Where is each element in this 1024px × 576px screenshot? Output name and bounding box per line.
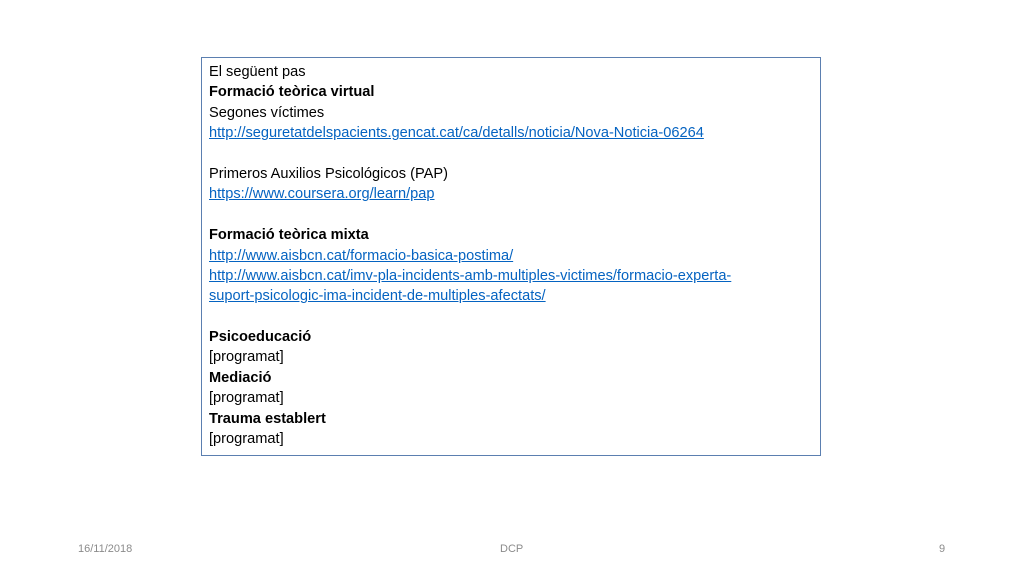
spacer (209, 144, 820, 164)
psychoeducation-title: Psicoeducació (209, 329, 312, 346)
psychoeducation-status: [programat] (209, 349, 284, 366)
pap-link[interactable]: https://www.coursera.org/learn/pap (209, 186, 435, 203)
basic-training-link[interactable]: http://www.aisbcn.cat/formacio-basica-postima/ (209, 247, 514, 264)
second-victims-link[interactable]: http://seguretatdelspacients.gencat.cat/ca/detalls/noticia/Nova-Noticia-06264 (209, 125, 704, 142)
spacer (209, 307, 820, 327)
heading: El següent pas (209, 64, 306, 80)
footer-date: 16/11/2018 (78, 543, 133, 555)
mediation-status: [programat] (209, 390, 284, 407)
mediation-title: Mediació (209, 369, 272, 386)
established-trauma-title: Trauma establert (209, 410, 326, 427)
page-number: 9 (939, 543, 946, 555)
spacer (209, 205, 820, 225)
expert-training-link-line1[interactable]: http://www.aisbcn.cat/imv-pla-incidents-amb-multiples-victimes/formacio-experta- (209, 267, 732, 284)
established-trauma-status: [programat] (209, 431, 284, 448)
content-textbox (201, 57, 821, 456)
virtual-training-title: Formació teòrica virtual (209, 84, 375, 101)
expert-training-link-line2[interactable]: suport-psicologic-ima-incident-de-multiples-afectats/ (209, 288, 546, 305)
second-victims-label: Segones víctimes (209, 104, 325, 121)
footer-center-text: DCP (500, 543, 524, 555)
mixed-training-title: Formació teòrica mixta (209, 227, 369, 244)
pap-label: Primeros Auxilios Psicológicos (PAP) (209, 165, 448, 182)
